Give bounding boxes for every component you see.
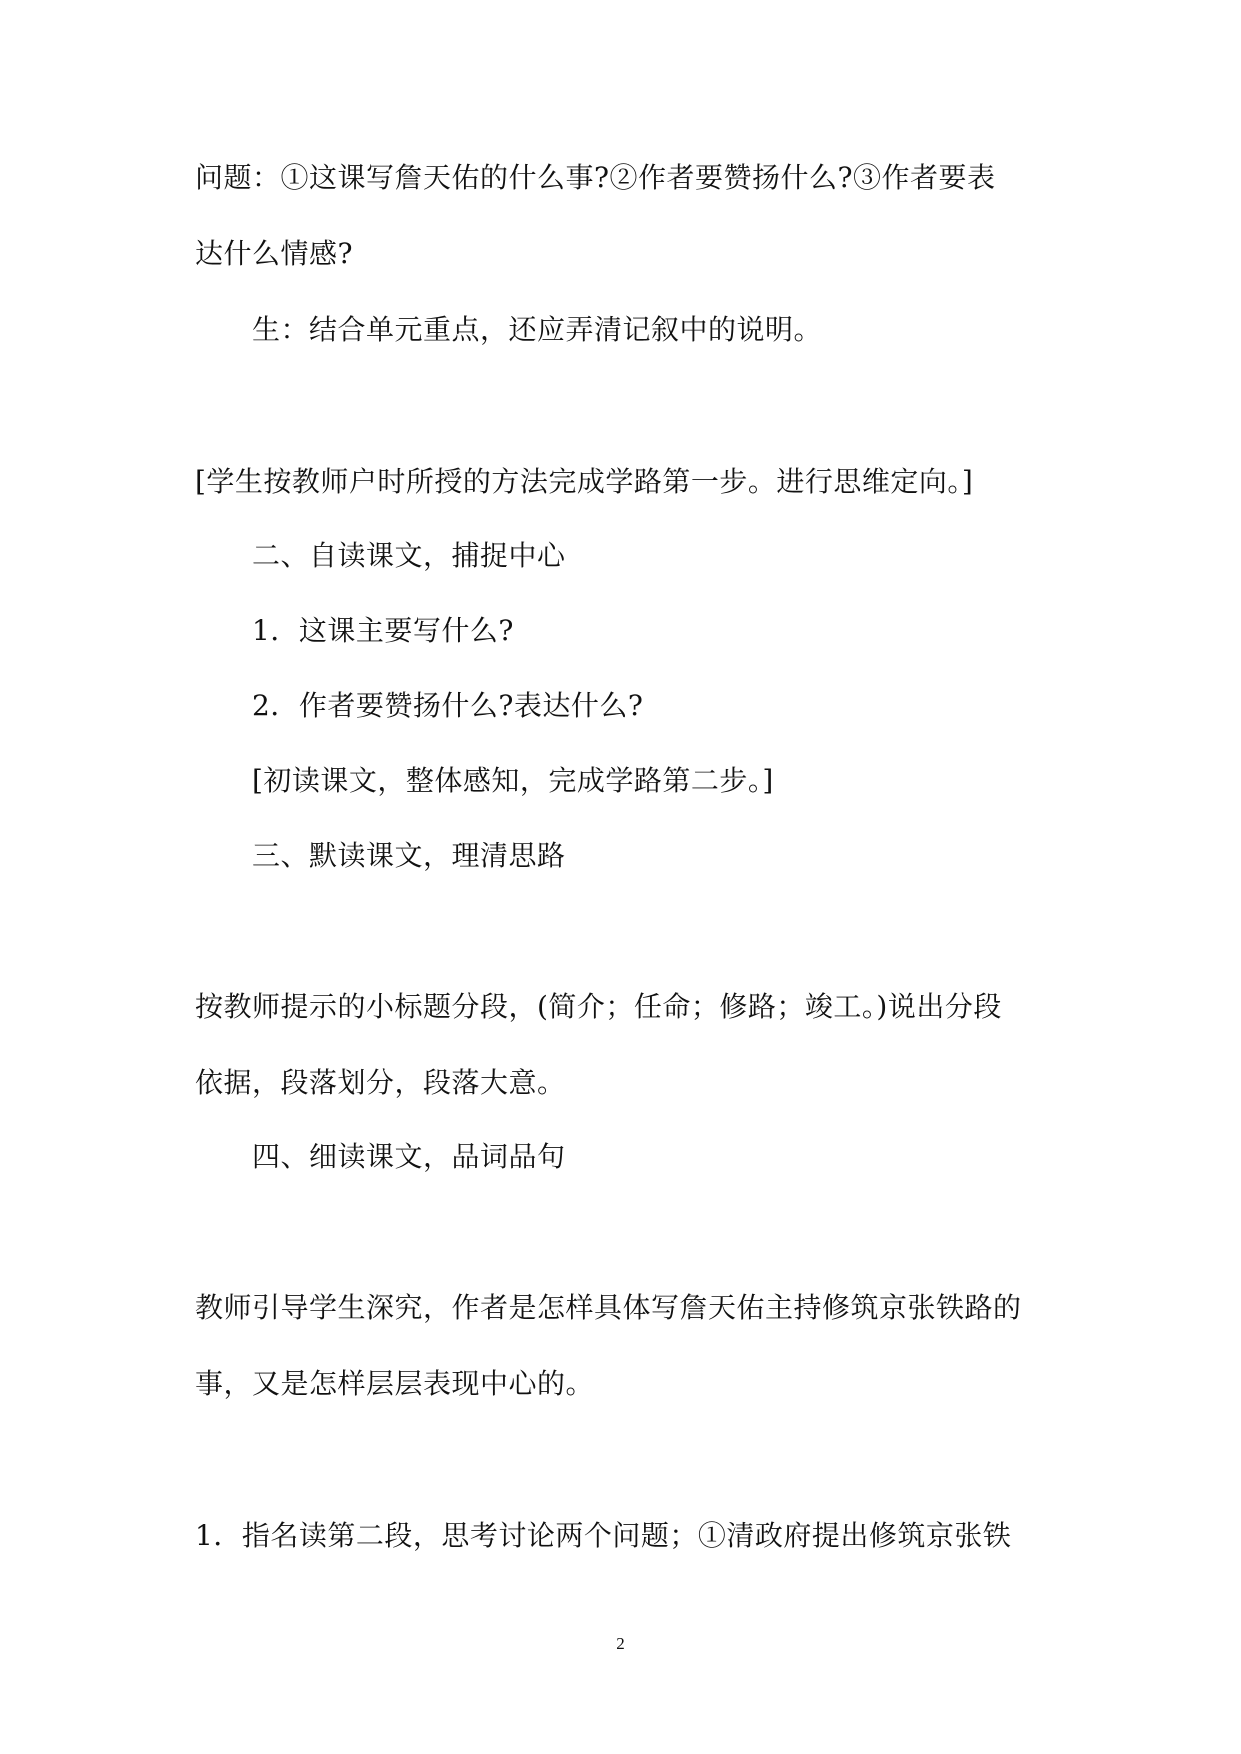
section-heading: 二、自读课文，捕捉中心 [252, 539, 566, 572]
paragraph-line: 问题：①这课写詹天佑的什么事?②作者要赞扬什么?③作者要表 [195, 161, 996, 194]
page-number: 2 [616, 1634, 625, 1653]
section-heading: 四、细读课文，品词品句 [252, 1140, 566, 1173]
paragraph-line: 依据，段落划分，段落大意。 [195, 1066, 566, 1099]
paragraph-line: 生：结合单元重点，还应弄清记叙中的说明。 [252, 313, 823, 346]
list-item: 2．作者要赞扬什么?表达什么? [252, 689, 644, 722]
paragraph-line: [学生按教师户时所授的方法完成学路第一步。进行思维定向。] [195, 465, 974, 498]
list-item: 1．这课主要写什么? [252, 614, 514, 647]
list-item: 1．指名读第二段，思考讨论两个问题；①清政府提出修筑京张铁 [195, 1519, 1012, 1552]
paragraph-line: 达什么情感? [195, 237, 354, 270]
paragraph-line: 事，又是怎样层层表现中心的。 [195, 1367, 595, 1400]
paragraph-line: 按教师提示的小标题分段，(简介；任命；修路；竣工。)说出分段 [195, 990, 1002, 1023]
section-heading: 三、默读课文，理清思路 [252, 839, 566, 872]
paragraph-line: [初读课文，整体感知，完成学路第二步。] [252, 764, 774, 797]
paragraph-line: 教师引导学生深究，作者是怎样具体写詹天佑主持修筑京张铁路的 [195, 1291, 1022, 1324]
